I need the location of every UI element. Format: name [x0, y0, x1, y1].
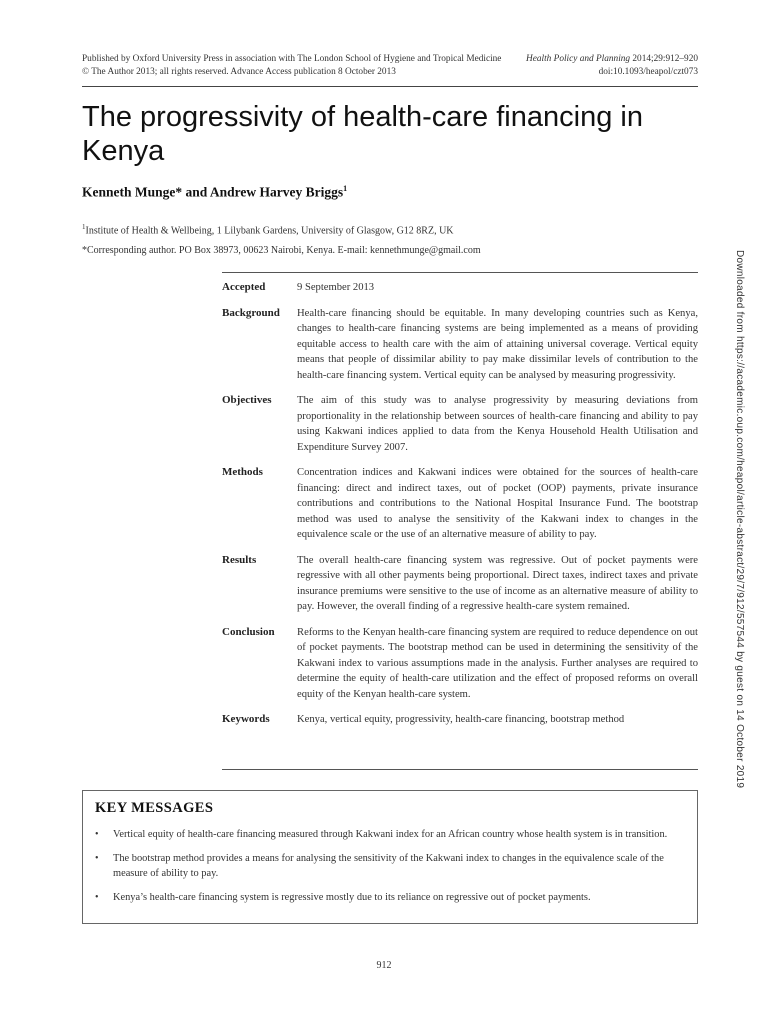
key-message-text: Vertical equity of health-care financing measured through Kakwani index for an African country whose health system is in transition. — [113, 829, 668, 840]
author-list — [82, 184, 347, 201]
publisher-line: Published by Oxford University Press in association with The London School of Hygiene and Tropical Medicine — [82, 54, 502, 64]
abstract-conclusion — [222, 625, 698, 703]
publisher-notice — [82, 53, 501, 79]
key-message-item — [95, 827, 683, 842]
key-message-item — [95, 890, 683, 905]
article-title: The progressivity of health-care financing in Kenya — [82, 101, 643, 167]
section-label: Conclusion — [222, 625, 275, 638]
bullet-icon: • — [95, 853, 99, 864]
key-message-text: The bootstrap method provides a means for analysing the sensitivity of the Kakwani index to changes in the equivalence scale of the measure of ability to pay. — [113, 853, 664, 879]
abstract-methods — [222, 465, 698, 543]
abstract-background — [222, 306, 698, 384]
section-label: Methods — [222, 466, 263, 478]
section-label: Keywords — [222, 713, 270, 725]
citation-volume: 2014;29:912–920 — [630, 54, 698, 64]
section-text: Kenya, vertical equity, progressivity, health-care financing, bootstrap method — [297, 714, 625, 725]
page-number: 912 — [376, 960, 392, 971]
author-affil-marker: 1 — [343, 184, 348, 193]
key-messages-heading: KEY MESSAGES — [95, 800, 214, 816]
key-message-item — [95, 851, 683, 881]
key-messages-box — [82, 790, 698, 924]
download-watermark: Downloaded from https://academic.oup.com/heapol/article-abstract/29/7/912/557544 by guest on 14 October 2019 — [734, 250, 745, 789]
section-text: Concentration indices and Kakwani indices were obtained for the sources of health-care financing: direct and indirect taxes, out of pocket (OOP) payments, private insurance contributions and contributions to the National Hospital Insurance Fund. The bootstrap method was used to analyse the sensitivity of the Kakwani index to changes in the equivalence scale or the use of an alternative measure of ability to pay. — [297, 467, 698, 540]
abstract-results — [222, 553, 698, 615]
section-text: 9 September 2013 — [297, 282, 375, 293]
institute: Institute of Health & Wellbeing, 1 Lilybank Gardens, University of Glasgow, G12 8RZ, UK — [85, 225, 454, 237]
key-messages-list — [95, 827, 683, 914]
abstract-objectives — [222, 393, 698, 455]
abstract-accepted — [222, 280, 698, 296]
abstract-top-rule — [222, 272, 698, 273]
doi[interactable]: doi:10.1093/heapol/czt073 — [598, 67, 698, 77]
corresponding-author: *Corresponding author. PO Box 38973, 00623 Nairobi, Kenya. E-mail: kennethmunge@gmail.com — [82, 245, 481, 257]
section-text: The aim of this study was to analyse progressivity by measuring deviations from proportionality in the relationship between sources of health-care financing and ability to pay using Kakwani indices applied to data from the Kenya Household Health Utilisation and Expenditure Survey 2007. — [297, 395, 698, 453]
section-label: Objectives — [222, 394, 272, 406]
affiliations — [82, 217, 481, 261]
section-text: Reforms to the Kenyan health-care financing system are required to reduce dependence on out of pocket payments. The bootstrap method can be used in determining the sensitivity of the Kakwani index to various assumptions made in the analysis. Further analyses are required to determine the equity of health-care utilization and the effect of proposed reforms on overall equity of the Kenyan health-care system. — [297, 626, 698, 700]
section-label: Background — [222, 306, 280, 319]
abstract-keywords — [222, 712, 698, 728]
section-text: The overall health-care financing system was regressive. Out of pocket payments were regressive with all other payments being proportional. Direct taxes, indirect taxes and private insurance premiums were sensitive to the use of income as an alternative measure of ability to pay. However, the overall finding of a regressive health-care system remained. — [297, 554, 698, 612]
key-message-text: Kenya’s health-care financing system is regressive mostly due to its reliance on regressive out of pocket payments. — [113, 892, 591, 903]
journal-citation — [526, 53, 698, 79]
author-names: Kenneth Munge* and Andrew Harvey Briggs — [82, 184, 344, 200]
abstract-bottom-rule — [222, 769, 698, 770]
journal-name: Health Policy and Planning — [526, 54, 631, 64]
abstract — [222, 280, 698, 738]
section-label: Accepted — [222, 281, 266, 293]
copyright-line: © The Author 2013; all rights reserved. Advance Access publication 8 October 2013 — [82, 67, 396, 77]
bullet-icon: • — [95, 892, 99, 903]
section-label: Results — [222, 553, 257, 566]
section-text: Health-care financing should be equitable. In many developing countries such as Kenya, changes to health-care financing systems are being implemented as a means of providing equitable access to health care with the aim of attaining universal coverage. Vertical equity means that people of dissimilar ability to pay make dissimilar levels of contribution to the health-care financing system. Vertical equity can be analysed by measuring progressivity. — [297, 307, 698, 381]
header-divider — [82, 86, 698, 87]
bullet-icon: • — [95, 829, 99, 840]
affil-marker: 1 — [82, 223, 86, 231]
